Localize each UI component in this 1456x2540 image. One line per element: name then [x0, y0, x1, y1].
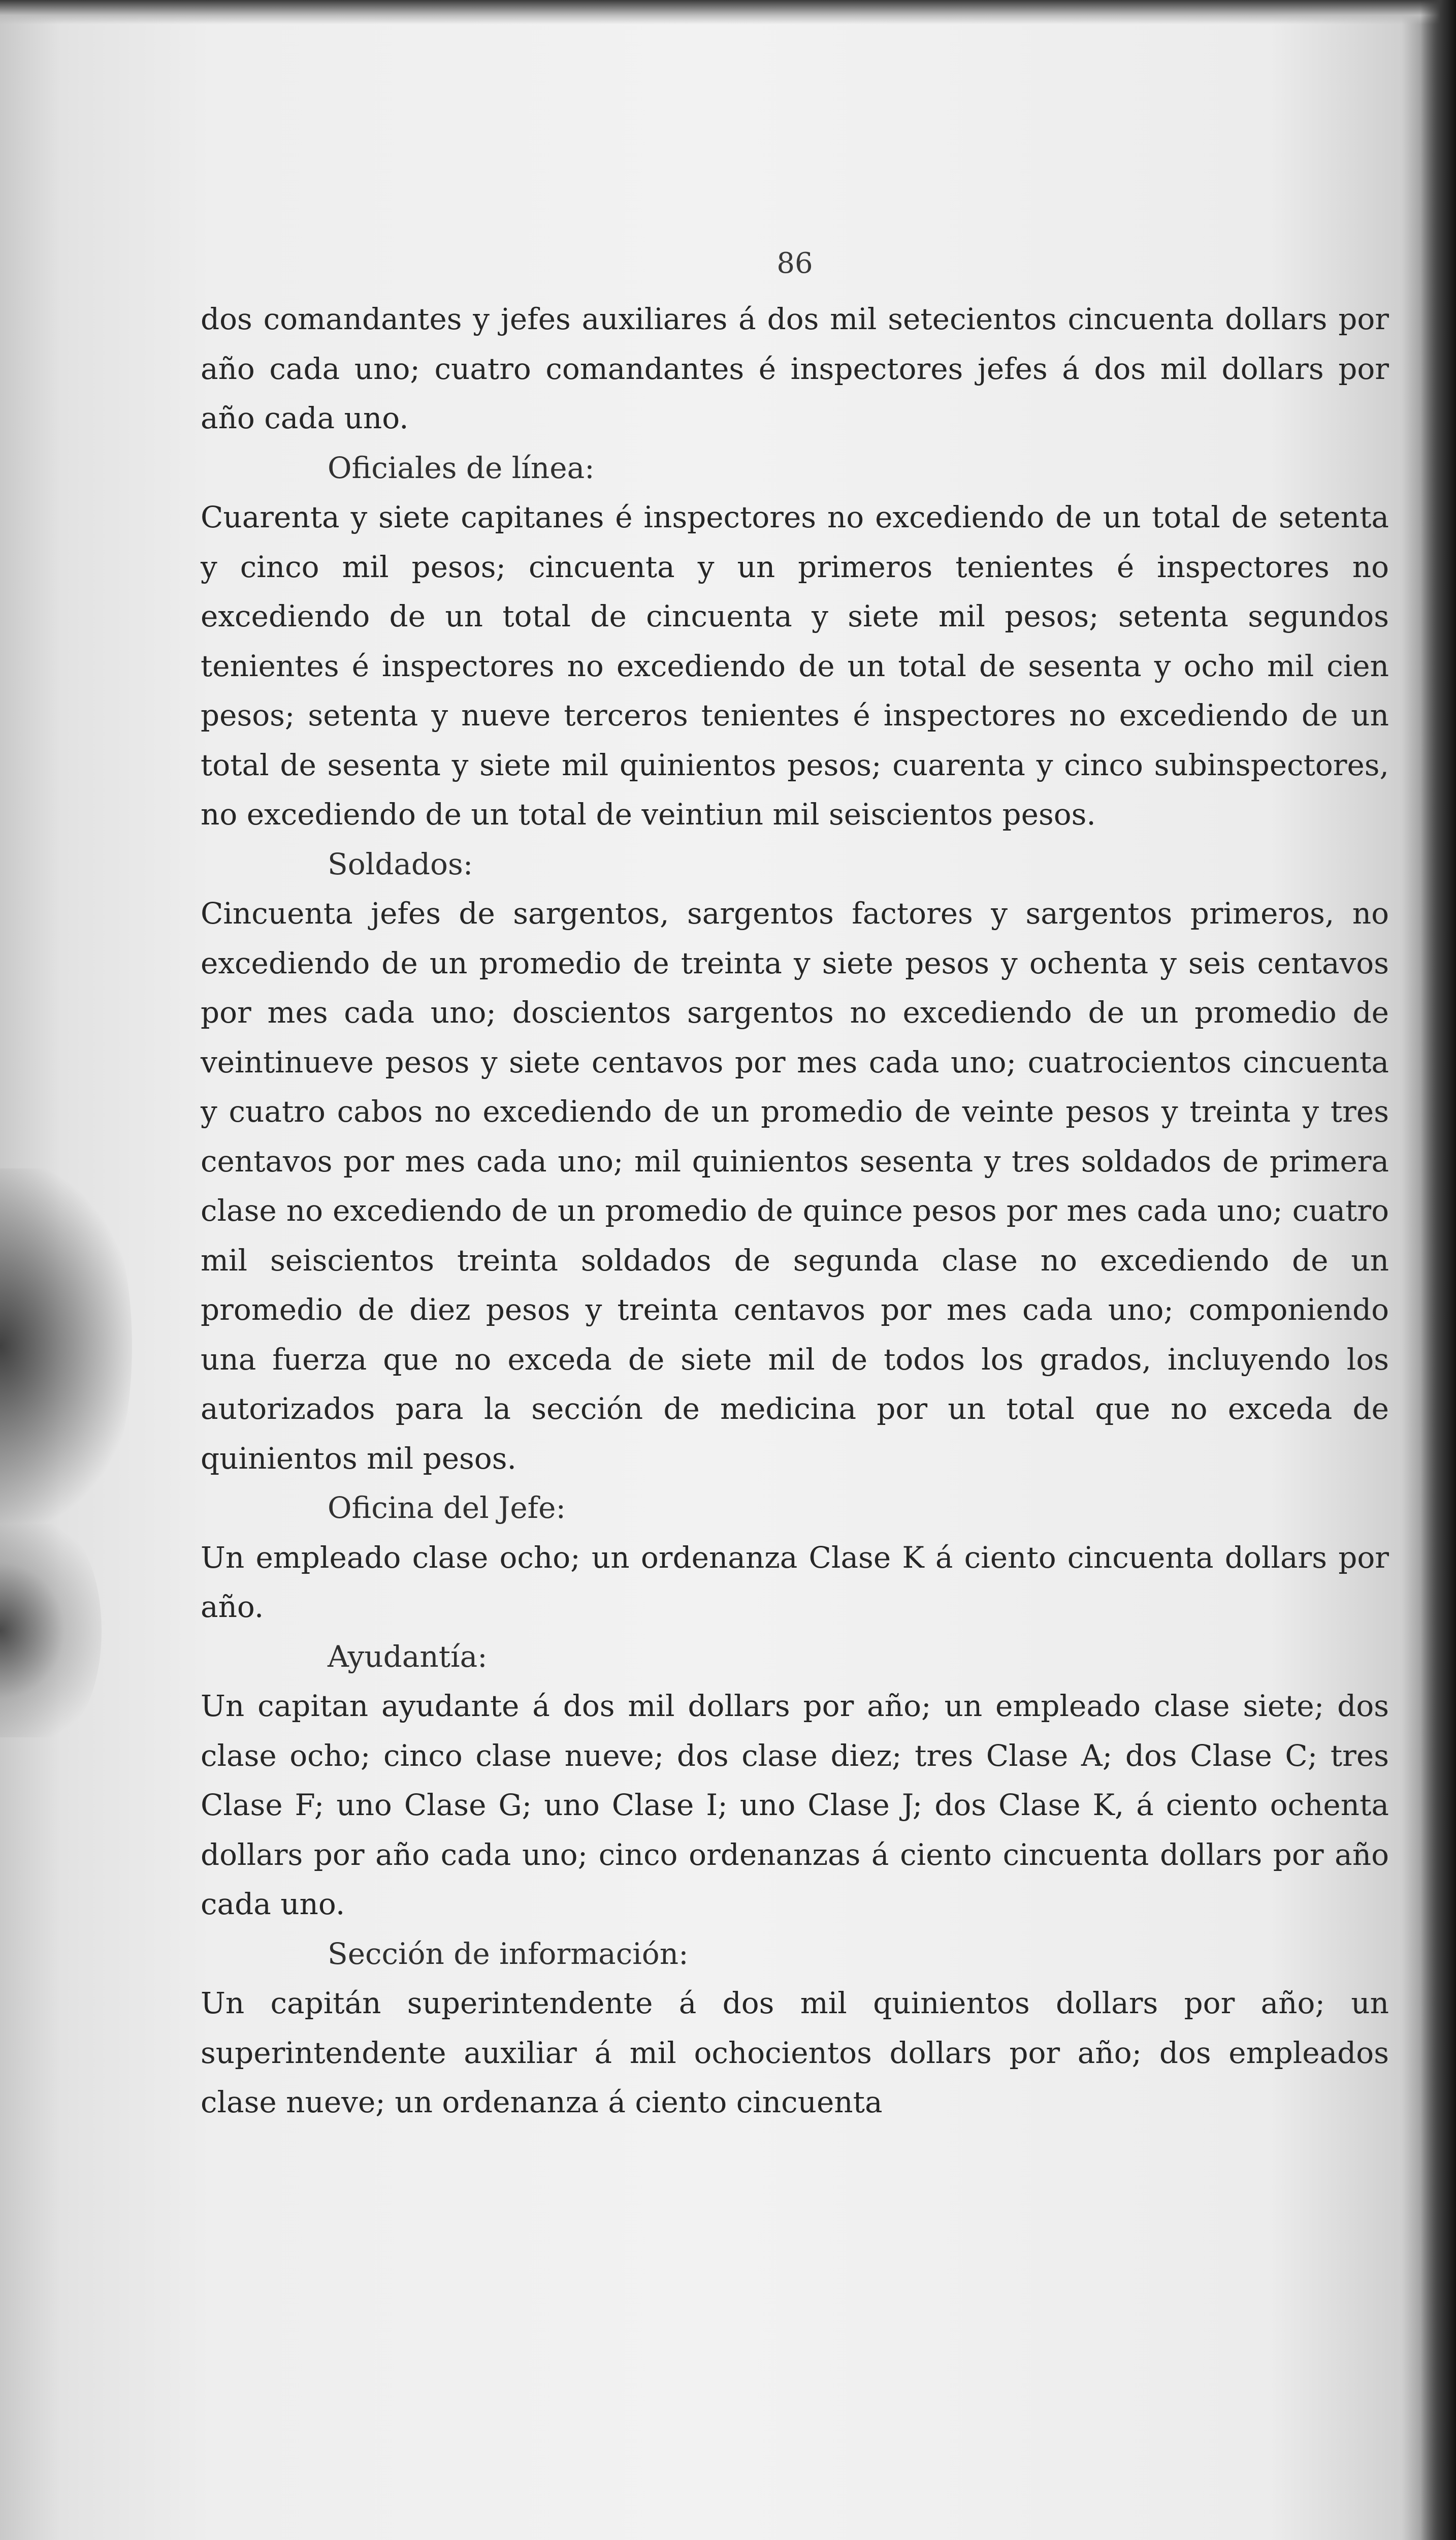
top-edge-shadow — [0, 0, 1456, 24]
heading-seccion-de-informacion: Sección de información: — [328, 1936, 689, 1971]
heading-oficina-del-jefe: Oficina del Jefe: — [328, 1490, 566, 1525]
heading-ayudantia: Ayudantía: — [328, 1639, 488, 1674]
page-number: 86 — [776, 247, 813, 280]
paragraph-capitanes: Cuarenta y siete capitanes é inspectores no excediendo de un total de setenta y cinco mil pesos; cincuenta y un primeros tenientes é inspectores no excediendo de un total de cincuenta y siete mil pesos; setenta segundos tenientes é inspectores no excediendo de un total de sesenta y ocho mil cien pesos; setenta y nueve terceros tenientes é inspectores no excediendo de un total de sesenta y siete mil quinientos pesos; cuarenta y cinco subinspectores, no excediendo de un total de veintiun mil seiscientos pesos. — [201, 500, 1389, 832]
paragraph-oficina: Un empleado clase ocho; un ordenanza Clase K á ciento cincuenta dollars por año. — [201, 1540, 1389, 1624]
left-thumb-shadow-lower — [0, 1524, 102, 1737]
left-thumb-shadow-upper — [0, 1168, 132, 1524]
paragraph-comandantes: dos comandantes y jefes auxiliares á dos mil setecientos cincuenta dollars por año cada uno; cuatro comandantes é inspectores jefes á dos mil dollars por año cada uno. — [201, 302, 1389, 435]
paragraph-sargentos: Cincuenta jefes de sargentos, sargentos factores y sargentos primeros, no excediendo de un promedio de treinta y siete pesos y ochenta y seis centavos por mes cada uno; doscientos sargentos no excediendo de un promedio de veintinueve pesos y siete centavos por mes cada uno; cuatrocientos cincuenta y cuatro cabos no excediendo de un promedio de veinte pesos y treinta y tres centavos por mes cada uno; mil quinientos sesenta y tres soldados de primera clase no excediendo de un promedio de quince pesos por mes cada uno; cuatro mil seiscientos treinta soldados de segunda clase no excediendo de un promedio de diez pesos y treinta centavos por mes cada uno; componiendo una fuerza que no exceda de siete mil de todos los grados, incluyendo los autorizados para la sección de medicina por un total que no exceda de quinientos mil pesos. — [201, 896, 1389, 1476]
body-text — [201, 295, 1389, 2128]
heading-soldados: Soldados: — [328, 846, 473, 881]
paragraph-ayudantia: Un capitan ayudante á dos mil dollars por año; un empleado clase siete; dos clase ocho; cinco clase nueve; dos clase diez; tres Clase A; dos Clase C; tres Clase F; uno Clase G; uno Clase I; uno Clase J; dos Clase K, á ciento ochenta dollars por año cada uno; cinco ordenanzas á ciento cincuenta dollars por año cada uno. — [201, 1689, 1389, 1921]
right-book-edge — [1420, 0, 1456, 2540]
heading-oficiales-de-linea: Oficiales de línea: — [328, 450, 595, 485]
paragraph-informacion: Un capitán superintendente á dos mil quinientos dollars por año; un superintendente auxiliar á mil ochocientos dollars por año; dos empleados clase nueve; un ordenanza á ciento cincuenta — [201, 1986, 1389, 2119]
